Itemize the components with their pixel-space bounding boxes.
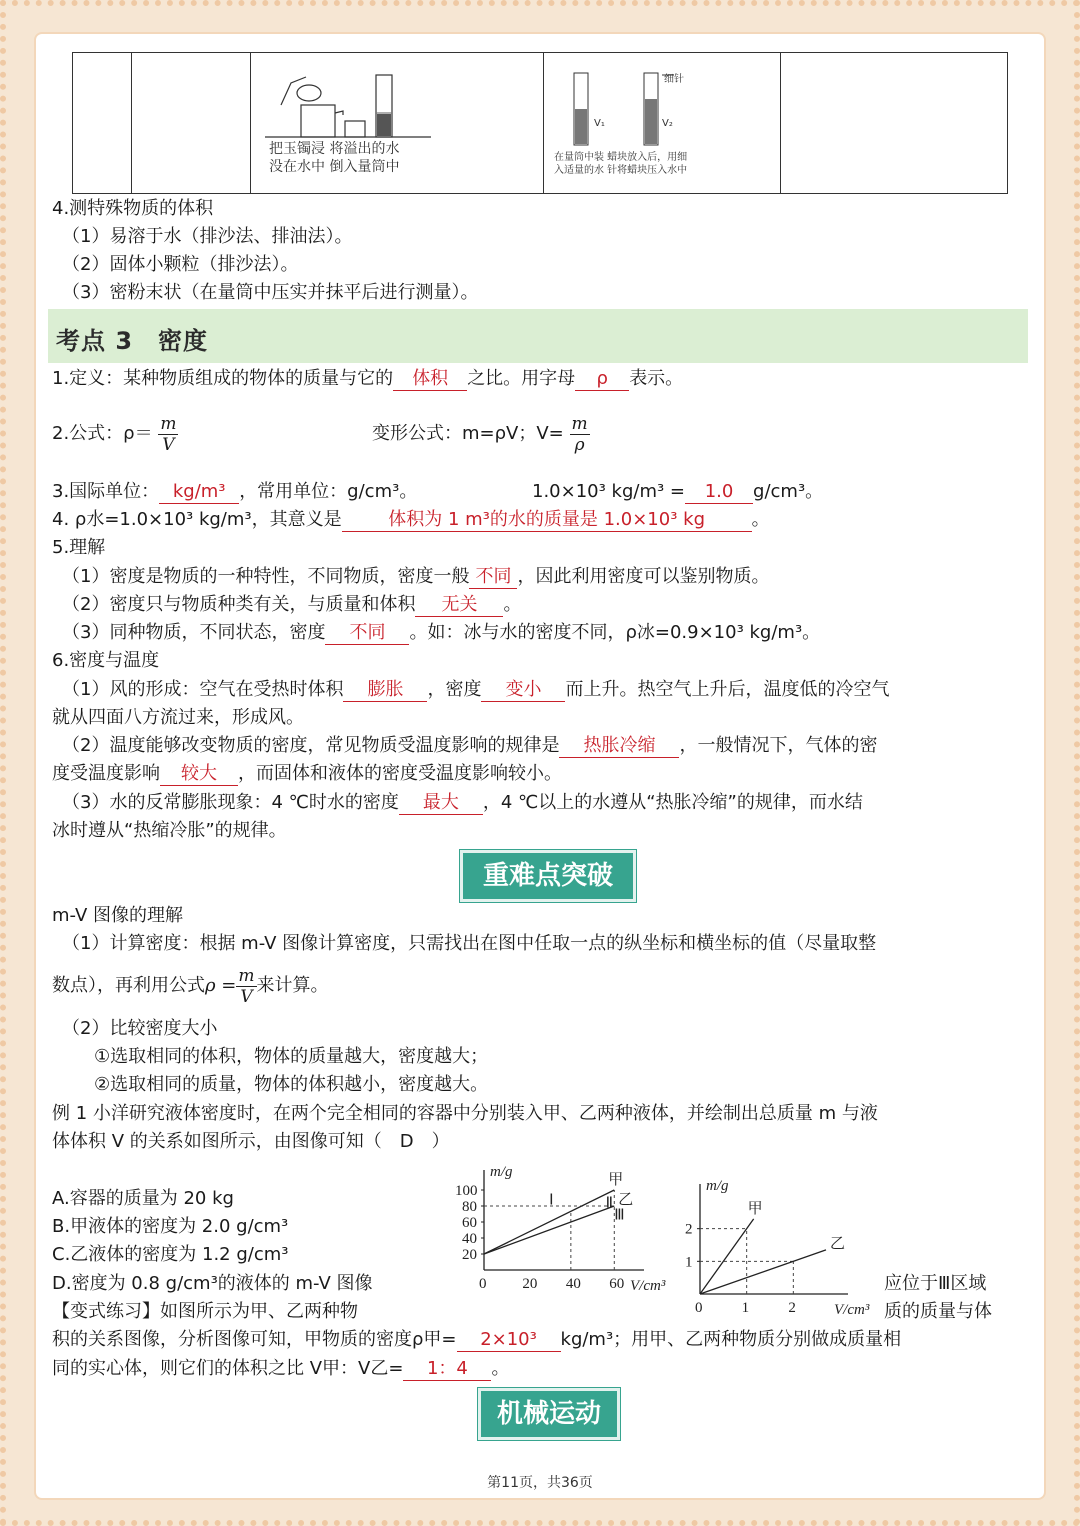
kaodian3-header <box>48 309 1028 363</box>
x-axis-label: V/cm³ <box>834 1302 870 1318</box>
chart-example-mv <box>448 1158 666 1318</box>
wax-caption-line1: 在量筒中装 蜡块放入后，用细 <box>554 152 688 163</box>
temp-line-2 <box>62 735 877 758</box>
mv-line-2: （2）比较密度大小 <box>62 1018 218 1039</box>
units-line <box>52 481 417 504</box>
x-tick-label: 0 <box>479 1276 487 1292</box>
x-tick-label: 0 <box>695 1300 703 1316</box>
bracelet-caption-line1: 把玉镯浸 将溢出的水 <box>269 141 400 157</box>
label-v2: V₂ <box>662 118 673 129</box>
region-label: Ⅲ <box>614 1207 625 1224</box>
table-cell-bracelet <box>251 53 544 194</box>
blank-rezhanglengsuo: 热胀冷缩 <box>559 735 679 758</box>
conversion-line <box>532 481 823 504</box>
variant-line-1-tail: 质的质量与体 <box>884 1301 992 1322</box>
region-label: Ⅱ <box>605 1195 613 1212</box>
hand-outline <box>281 77 306 105</box>
series-label-1: 乙 <box>618 1192 634 1208</box>
series-label-1: 乙 <box>830 1235 846 1252</box>
mv-title: m-V 图像的理解 <box>52 905 184 926</box>
water-density-text: 4. ρ水=1.0×10³ kg/m³，其意义是 <box>52 509 342 530</box>
formula-alt-label: 变形公式：m=ρV；V= <box>372 423 564 444</box>
y-tick-label: 60 <box>462 1215 477 1231</box>
x-tick-label: 1 <box>741 1300 750 1316</box>
blank-wuguan: 无关 <box>415 594 503 617</box>
text: ，4 ℃以上的水遵从“热胀冷缩”的规律，而水结 <box>482 792 863 813</box>
bracelet-caption-line2: 没在水中 倒入量筒中 <box>269 159 400 175</box>
formula-alt-denominator: ρ <box>570 434 590 455</box>
y-tick-label: 100 <box>455 1183 478 1199</box>
x-tick-label: 20 <box>522 1276 538 1292</box>
formula-fraction <box>158 414 178 455</box>
x-axis-label: V/cm³ <box>630 1278 666 1294</box>
conversion-blank: 1.0 <box>685 481 753 504</box>
section4-title: 4.测特殊物质的体积 <box>52 198 214 219</box>
conversion-unit: g/cm³。 <box>753 481 824 502</box>
understand-line-3 <box>62 622 820 645</box>
small-beaker <box>345 121 365 137</box>
text: 数点），再利用公式 <box>52 975 205 996</box>
series-line-1 <box>484 1206 614 1254</box>
variant-line-1: 【变式练习】如图所示为甲、乙两种物 <box>52 1301 358 1322</box>
page-footer: 第11页，共36页 <box>487 1475 593 1491</box>
formula-denominator: V <box>158 434 178 455</box>
example-line-1: 例 1 小洋研究液体密度时，在两个完全相同的容器中分别装入甲、乙两种液体，并绘制出总质量 m 与液 <box>52 1103 878 1124</box>
formula-alt-line <box>372 412 590 456</box>
table-cell <box>781 53 1008 194</box>
variant-line-3 <box>52 1358 509 1381</box>
table-cell <box>73 53 132 194</box>
definition-blank-rho: ρ <box>575 368 629 391</box>
blank-bianxiao: 变小 <box>481 679 565 702</box>
formula-label: 2.公式：ρ＝ <box>52 423 153 444</box>
series-label-0: 甲 <box>608 1172 624 1188</box>
conversion-text: 1.0×10³ kg/m³ = <box>532 481 686 502</box>
text: 。 <box>503 594 522 615</box>
option-c: C.乙液体的密度为 1.2 g/cm³ <box>52 1244 289 1265</box>
text: （2）温度能够改变物质的密度，常见物质受温度影响的规律是 <box>62 735 560 756</box>
x-tick-label: 2 <box>788 1300 796 1316</box>
cup-spout <box>335 111 343 115</box>
text: （1）风的形成：空气在受热时体积 <box>62 679 344 700</box>
y-tick-label: 2 <box>685 1221 693 1238</box>
banner-zhongnandian: 重难点突破 <box>460 850 636 902</box>
text: 来计算。 <box>256 975 329 996</box>
blank-density-jia: 2×10³ <box>457 1329 561 1352</box>
label-needle: 细针 <box>664 74 684 85</box>
formula-alt-numerator: m <box>571 413 588 434</box>
text: kg/m³；用甲、乙两种物质分别做成质量相 <box>560 1329 902 1350</box>
text: ，一般情况下，气体的密 <box>679 735 878 756</box>
y-tick-label: 1 <box>685 1254 693 1271</box>
units-common: ，常用单位：g/cm³。 <box>239 481 418 502</box>
text: （3）水的反常膨胀现象：4 ℃时水的密度 <box>62 792 399 813</box>
blank-pengzhang: 膨胀 <box>343 679 427 702</box>
text: ，密度 <box>427 679 482 700</box>
series-label-0: 甲 <box>747 1200 763 1217</box>
temp-line-1b: 就从四面八方流过来，形成风。 <box>52 707 304 728</box>
wax-caption-line2: 入适量的水 针将蜡块压入水中 <box>554 165 688 176</box>
mv-numerator: m <box>238 965 255 986</box>
y-axis-label: m/g <box>706 1178 729 1194</box>
blank-volume-ratio: 1：4 <box>403 1358 491 1381</box>
experiment-table <box>72 52 1008 194</box>
series-line-0 <box>700 1219 754 1294</box>
units-label: 3.国际单位： <box>52 481 160 502</box>
table-cell <box>132 53 251 194</box>
definition-blank-volume: 体积 <box>393 368 467 391</box>
table-cell-wax <box>544 53 781 194</box>
text: 积的关系图像，分析图像可知，甲物质的密度ρ甲= <box>52 1329 457 1350</box>
text: 而上升。热空气上升后，温度低的冷空气 <box>565 679 890 700</box>
understand-line-1 <box>62 566 769 589</box>
temp-line-3 <box>62 792 863 815</box>
text: （3）同种物质，不同状态，密度 <box>62 622 326 643</box>
blank-jiaoda: 较大 <box>160 763 238 786</box>
overflow-cup <box>301 105 335 137</box>
banner-jixieyundong: 机械运动 <box>478 1388 620 1440</box>
y-tick-label: 20 <box>462 1247 477 1263</box>
blank-butong: 不同 <box>469 566 517 589</box>
temp-title: 6.密度与温度 <box>52 650 160 671</box>
option-d-tail: 应位于Ⅲ区域 <box>884 1273 987 1294</box>
formula-alt-fraction <box>570 414 590 455</box>
mv-line-1: （1）计算密度：根据 m-V 图像计算密度，只需找出在图中任取一点的纵坐标和横坐标的值（尽量取整 <box>62 933 877 954</box>
text: 。如：冰与水的密度不同，ρ冰=0.9×10³ kg/m³。 <box>409 622 821 643</box>
option-b: B.甲液体的密度为 2.0 g/cm³ <box>52 1216 289 1237</box>
section4-item-1: （1）易溶于水（排沙法、排油法）。 <box>62 226 353 247</box>
definition-text-end: 表示。 <box>629 368 684 389</box>
water-density-line <box>52 509 770 532</box>
understand-line-2 <box>62 594 521 617</box>
region-label: Ⅰ <box>549 1192 554 1209</box>
understand-title: 5.理解 <box>52 537 106 558</box>
text: （2）密度只与物质种类有关，与质量和体积 <box>62 594 416 615</box>
temp-line-3b: 冰时遵从“热缩冷胀”的规律。 <box>52 820 287 841</box>
definition-text: 1.定义：某种物质组成的物体的质量与它的 <box>52 368 394 389</box>
temp-line-2b <box>52 763 562 786</box>
water-density-blank: 体积为 1 m³的水的质量是 1.0×10³ kg <box>342 509 752 532</box>
mv-formula-label: ρ = <box>205 975 237 996</box>
formula-line <box>52 412 178 456</box>
mv-denominator: V <box>236 986 256 1007</box>
section4-item-3: （3）密粉末状（在量筒中压实并抹平后进行测量）。 <box>62 282 479 303</box>
y-tick-label: 40 <box>462 1231 477 1247</box>
y-axis-label: m/g <box>490 1164 513 1180</box>
variant-line-2 <box>52 1329 901 1352</box>
water-density-end: 。 <box>751 509 770 530</box>
example-line-2: 体体积 V 的关系如图所示，由图像可知（ D ） <box>52 1131 450 1152</box>
formula-numerator: m <box>160 413 177 434</box>
text: ，而固体和液体的密度受温度影响较小。 <box>238 763 562 784</box>
mv-fraction <box>236 966 256 1007</box>
text: 。 <box>491 1358 510 1379</box>
option-d: D.密度为 0.8 g/cm³的液体的 m-V 图像 <box>52 1273 373 1294</box>
series-line-1 <box>700 1250 826 1294</box>
chart-variant-mv <box>678 1158 868 1318</box>
text: 度受温度影响 <box>52 763 160 784</box>
mv-line-2b: ②选取相同的质量，物体的体积越小，密度越大。 <box>94 1074 489 1095</box>
y-tick-label: 80 <box>462 1199 477 1215</box>
units-blank-kgm3: kg/m³ <box>159 481 239 504</box>
text: （1）密度是物质的一种特性，不同物质，密度一般 <box>62 566 470 587</box>
section4-item-2: （2）固体小颗粒（排沙法）。 <box>62 254 299 275</box>
x-tick-label: 40 <box>565 1276 581 1292</box>
x-tick-label: 60 <box>609 1276 625 1292</box>
definition-line <box>52 368 683 391</box>
text: ，因此利用密度可以鉴别物质。 <box>517 566 770 587</box>
temp-line-1 <box>62 679 889 702</box>
mv-line-1b <box>52 964 329 1008</box>
mv-line-2a: ①选取相同的体积，物体的质量越大，密度越大； <box>94 1046 489 1067</box>
option-a: A.容器的质量为 20 kg <box>52 1188 234 1209</box>
blank-butong-2: 不同 <box>325 622 409 645</box>
blank-zuida: 最大 <box>399 792 483 815</box>
definition-text-mid: 之比。用字母 <box>467 368 576 389</box>
text: 同的实心体，则它们的体积之比 V甲：V乙= <box>52 1358 404 1379</box>
label-v1: V₁ <box>594 118 605 129</box>
bracelet-shape <box>297 85 321 101</box>
kaodian3-title: 考点 3 密度 <box>56 327 209 355</box>
